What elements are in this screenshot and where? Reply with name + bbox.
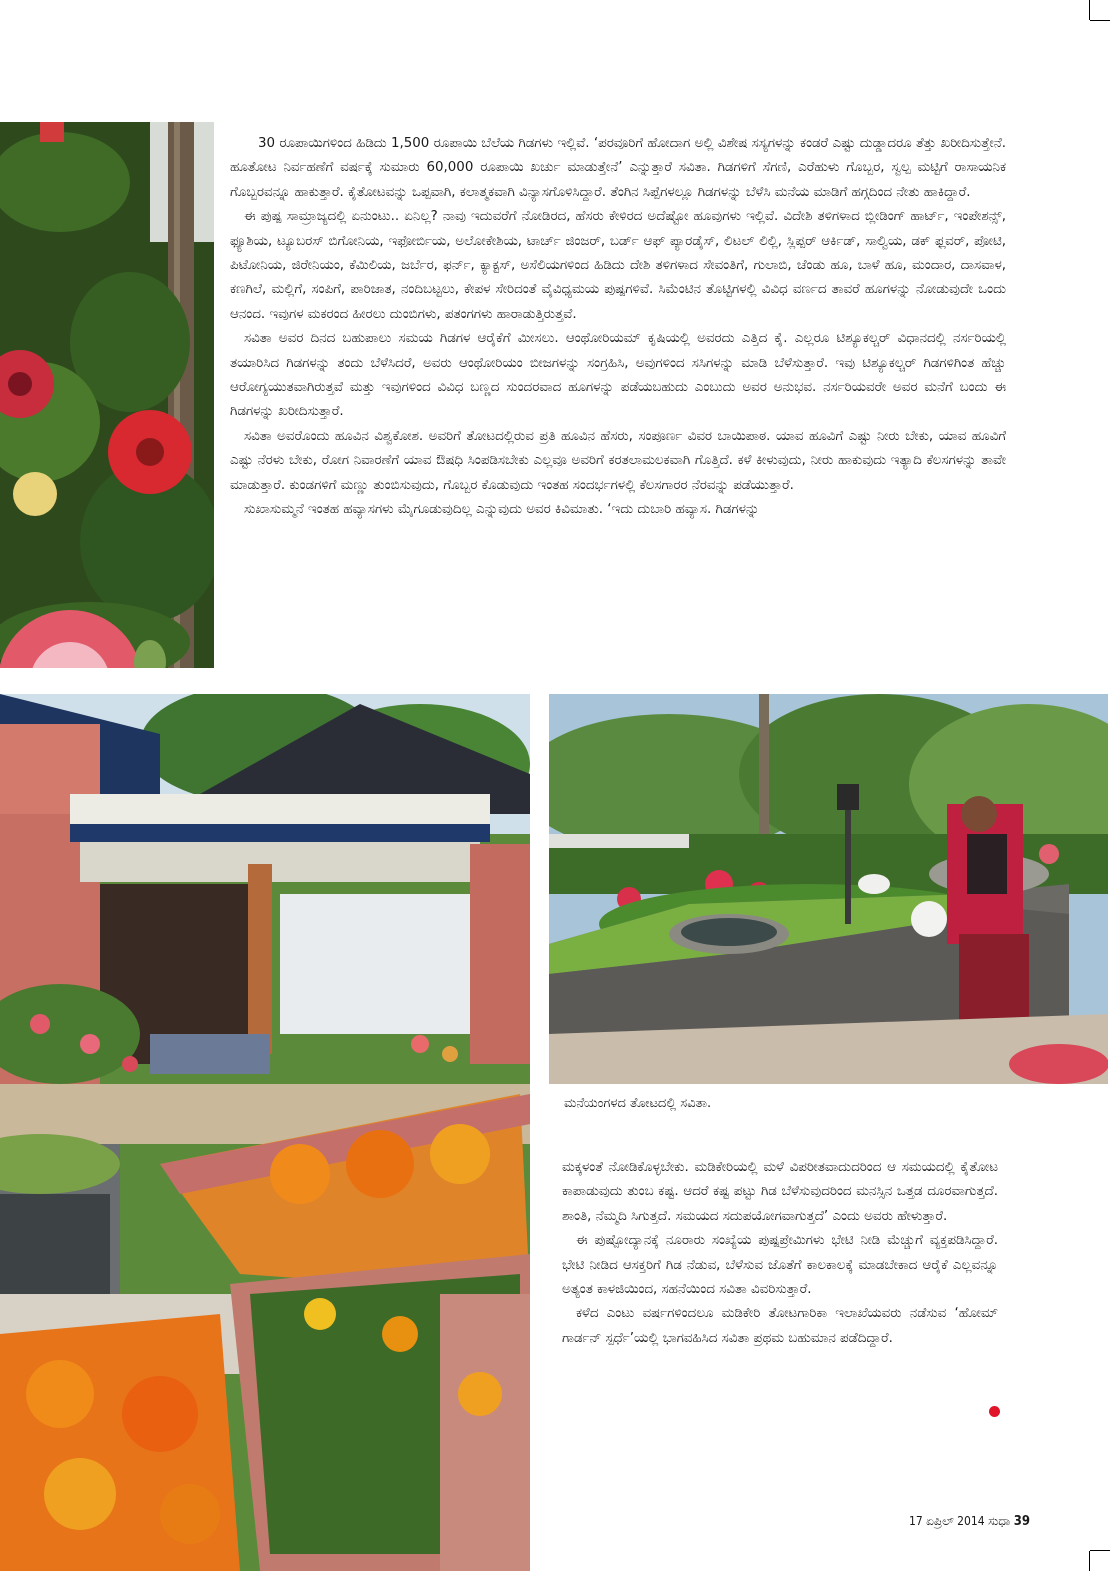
photo-caption: ಮನೆಯಂಗಳದ ತೋಟದಲ್ಲಿ ಸವಿತಾ. [564,1096,712,1111]
issue-date: 17 ಏಪ್ರಿಲ್ 2014 [908,1514,985,1528]
crop-mark [1089,1551,1090,1571]
article-paragraph: ಸುಖಾಸುಮ್ಮನೆ ಇಂತಹ ಹವ್ಯಾಸಗಳು ಮೈಗೂಡುವುದಿಲ್ಲ ಎನ್ನುವುದು ಅವರ ಕಿವಿಮಾತು. ‘ಇದು ದುಬಾರಿ ಹವ್ಯಾಸ. ಗಿಡಗಳನ್ನು [244,502,760,518]
article-paragraph: ಕಳೆದ ಎಂಟು ವರ್ಷಗಳಿಂದಲೂ ಮಡಿಕೇರಿ ತೋಟಗಾರಿಕಾ ಇಲಾಖೆಯವರು ನಡೆಸುವ ‘ಹೋಮ್ ಗಾರ್ಡನ್ ಸ್ಪರ್ಧೆ’ಯಲ್ಲಿ ಭಾಗವಹಿಸಿದ ಸವಿತಾ ಪ್ರಥಮ ಬಹುಮಾನ ಪಡೆದಿದ್ದಾರೆ. [562,1306,998,1346]
article-body-bottom [562,1156,998,1351]
article-paragraph: ಈ ಪುಷ್ಪೋದ್ಯಾನಕ್ಕೆ ನೂರಾರು ಸಂಖ್ಯೆಯ ಪುಷ್ಪಪ್ರೇಮಿಗಳು ಭೇಟಿ ನೀಡಿ ಮೆಚ್ಚುಗೆ ವ್ಯಕ್ತಪಡಿಸಿದ್ದಾರೆ. ಭೇಟಿ ನೀಡಿದ ಆಸಕ್ತರಿಗೆ ಗಿಡ ನೆಡುವ, ಬೆಳೆಸುವ ಜೊತೆಗೆ ಕಾಲಕಾಲಕ್ಕೆ ಮಾಡಬೇಕಾದ ಆರೈಕೆ ಎಲ್ಲವನ್ನೂ ಅತ್ಯಂತ ಕಾಳಜಿಯಿಂದ, ಸಹನೆಯಿಂದ ಸವಿತಾ ವಿವರಿಸುತ್ತಾರೆ. [562,1233,998,1298]
article-paragraph: ಸವಿತಾ ಅವರ ದಿನದ ಬಹುಪಾಲು ಸಮಯ ಗಿಡಗಳ ಆರೈಕೆಗೆ ಮೀಸಲು. ಆಂಥೋರಿಯಮ್ ಕೃಷಿಯಲ್ಲಿ ಅವರದು ಎತ್ತಿದ ಕೈ. ಎಲ್ಲರೂ ಟಿಶ್ಯೂಕಲ್ಚರ್ ವಿಧಾನದಲ್ಲಿ ನರ್ಸರಿಯಲ್ಲಿ ತಯಾರಿಸಿದ ಗಿಡಗಳನ್ನು ತಂದು ಬೆಳೆಸಿದರೆ, ಅವರು ಆಂಥೋರಿಯಂ ಬೀಜಗಳನ್ನು ಸಂಗ್ರಹಿಸಿ, ಅವುಗಳಿಂದ ಸಸಿಗಳನ್ನು ಮಾಡಿ ಬೆಳೆಸುತ್ತಾರೆ. ಇವು ಟಿಶ್ಯೂಕಲ್ಚರ್ ಗಿಡಗಳಿಗಿಂತ ಹೆಚ್ಚು ಆರೋಗ್ಯಯುತವಾಗಿರುತ್ತವೆ ಮತ್ತು ಇವುಗಳಿಂದ ವಿವಿಧ ಬಣ್ಣದ ಸುಂದರವಾದ ಹೂಗಳನ್ನು ಪಡೆಯಬಹುದು ಎಂಬುದು ಅವರ ಅನುಭವ. ನರ್ಸರಿಯವರೇ ಅವರ ಮನೆಗೆ ಬಂದು ಈ ಗಿಡಗಳನ್ನು ಖರೀದಿಸುತ್ತಾರೆ. [230,331,1006,420]
crop-mark [1090,1550,1110,1551]
page-number: 39 [1013,1514,1030,1529]
dahlia-photo [0,122,214,668]
crop-mark [1090,20,1110,21]
article-paragraph: ಈ ಪುಷ್ಪ ಸಾಮ್ರಾಜ್ಯದಲ್ಲಿ ಏನುಂಟು.. ಏನಿಲ್ಲ? ನಾವು ಇದುವರೆಗೆ ನೋಡಿರದ, ಹೆಸರು ಕೇಳಿರದ ಅದೆಷ್ಟೋ ಹೂವುಗಳು ಇಲ್ಲಿವೆ. ವಿದೇಶಿ ತಳಿಗಳಾದ ಬ್ಲೀಡಿಂಗ್ ಹಾರ್ಟ್, ಇಂಪೇಶನ್ಸ್, ಫ್ಯೂಶಿಯ, ಟ್ಯೂಬರಸ್ ಬಿಗೋನಿಯ, ಇಫೋರ್ಬಿಯ, ಅಲೋಕೇಶಿಯ, ಟಾರ್ಚ್ ಜಿಂಜರ್, ಬರ್ಡ್ ಆಫ್ ಪ್ಯಾರಡೈಸ್, ಲಿಟಲ್ ಲಿಲ್ಲಿ, ಸ್ಲಿಪ್ಪರ್ ಆರ್ಕಿಡ್, ಸಾಲ್ವಿಯ, ಡಕ್ ಫ್ಲವರ್, ಪೋಟಿ, ಪಿಟೋನಿಯ, ಜಿರೇನಿಯಂ, ಕೆಮಿಲಿಯ, ಜರ್ಬೆರ, ಫರ್ನ್, ಕ್ಯಾಕ್ಟಸ್, ಅಸೆಲಿಯಗಳಿಂದ ಹಿಡಿದು ದೇಶಿ ತಳಿಗಳಾದ ಸೇವಂತಿಗೆ, ಗುಲಾಬಿ, ಚೆಂಡು ಹೂ, ಬಾಳೆ ಹೂ, ಮಂದಾರ, ದಾಸವಾಳ, ಕಣಗಿಲೆ, ಮಲ್ಲಿಗೆ, ಸಂಪಿಗೆ, ಪಾರಿಜಾತ, ನಂದಿಬಟ್ಟಲು, ಕೇಪಳ ಸೇರಿದಂತೆ ವೈವಿಧ್ಯಮಯ ಪುಷ್ಪಗಳಿವೆ. ಸಿಮೆಂಟಿನ ತೊಟ್ಟಿಗಳಲ್ಲಿ ವಿವಿಧ ವರ್ಣದ ತಾವರೆ ಹೂಗಳನ್ನು ನೋಡುವುದೇ ಒಂದು ಆನಂದ. ಇವುಗಳ ಮಕರಂದ ಹೀರಲು ದುಂಬಿಗಳು, ಪತಂಗಗಳು ಹಾರಾಡುತ್ತಿರುತ್ತವೆ. [230,209,1006,322]
end-mark-dot [989,1406,1000,1417]
article-paragraph: ಸವಿತಾ ಅವರೊಂದು ಹೂವಿನ ವಿಶ್ವಕೋಶ. ಅವರಿಗೆ ತೋಟದಲ್ಲಿರುವ ಪ್ರತಿ ಹೂವಿನ ಹೆಸರು, ಸಂಪೂರ್ಣ ವಿವರ ಬಾಯಿಪಾಠ. ಯಾವ ಹೂವಿಗೆ ಎಷ್ಟು ನೀರು ಬೇಕು, ಯಾವ ಹೂವಿಗೆ ಎಷ್ಟು ನೆರಳು ಬೇಕು, ರೋಗ ನಿವಾರಣೆಗೆ ಯಾವ ಔಷಧಿ ಸಿಂಪಡಿಸಬೇಕು ಎಲ್ಲವೂ ಅವರಿಗೆ ಕರತಲಾಮಲಕವಾಗಿ ಗೊತ್ತಿದೆ. ಕಳೆ ಕೀಳುವುದು, ನೀರು ಹಾಕುವುದು ಇತ್ಯಾದಿ ಕೆಲಸಗಳನ್ನು ತಾವೇ ಮಾಡುತ್ತಾರೆ. ಕುಂಡಗಳಿಗೆ ಮಣ್ಣು ತುಂಬಿಸುವುದು, ಗೊಬ್ಬರ ಕೊಡುವುದು ಇಂತಹ ಸಂದರ್ಭಗಳಲ್ಲಿ ಕೆಲಸಗಾರರ ನೆರವನ್ನು ಪಡೆಯುತ್ತಾರೆ. [230,428,1006,493]
house-garden-photo [0,694,530,1571]
article-paragraph: ಮಕ್ಕಳಂತೆ ನೋಡಿಕೊಳ್ಳಬೇಕು. ಮಡಿಕೇರಿಯಲ್ಲಿ ಮಳೆ ವಿಪರೀತವಾದುದರಿಂದ ಆ ಸಮಯದಲ್ಲಿ ಕೈತೋಟ ಕಾಪಾಡುವುದು ತುಂಬ ಕಷ್ಟ. ಆದರೆ ಕಷ್ಟ ಪಟ್ಟು ಗಿಡ ಬೆಳೆಸುವುದರಿಂದ ಮನಸ್ಸಿನ ಒತ್ತಡ ದೂರವಾಗುತ್ತದೆ. ಶಾಂತಿ, ನೆಮ್ಮದಿ ಸಿಗುತ್ತದೆ. ಸಮಯದ ಸದುಪಯೋಗವಾಗುತ್ತದೆ’ ಎಂದು ಅವರು ಹೇಳುತ್ತಾರೆ. [562,1160,998,1224]
article-paragraph: 30 ರೂಪಾಯಿಗಳಿಂದ ಹಿಡಿದು 1,500 ರೂಪಾಯಿ ಬೆಲೆಯ ಗಿಡಗಳು ಇಲ್ಲಿವೆ. ‘ಪರವೂರಿಗೆ ಹೋದಾಗ ಅಲ್ಲಿ ವಿಶೇಷ ಸಸ್ಯಗಳನ್ನು ಕಂಡರೆ ಎಷ್ಟು ದುಡ್ಡಾದರೂ ತೆತ್ತು ಖರೀದಿಸುತ್ತೇನೆ. ಹೂತೋಟ ನಿರ್ವಹಣೆಗೆ ವರ್ಷಕ್ಕೆ ಸುಮಾರು 60,000 ರೂಪಾಯಿ ಖರ್ಚು ಮಾಡುತ್ತೇನೆ’ ಎನ್ನುತ್ತಾರೆ ಸವಿತಾ. ಗಿಡಗಳಿಗೆ ಸೆಗಣಿ, ಎರೆಹುಳು ಗೊಬ್ಬರ, ಸ್ವಲ್ಪ ಮಟ್ಟಿಗೆ ರಾಸಾಯನಿಕ ಗೊಬ್ಬರವನ್ನೂ ಹಾಕುತ್ತಾರೆ. ಕೈತೋಟವನ್ನು ಒಪ್ಪವಾಗಿ, ಕಲಾತ್ಮಕವಾಗಿ ವಿನ್ಯಾಸಗೊಳಿಸಿದ್ದಾರೆ. ತೆಂಗಿನ ಸಿಪ್ಪೆಗಳಲ್ಲೂ ಗಿಡಗಳನ್ನು ಬೆಳೆಸಿ ಮನೆಯ ಮಾಡಿಗೆ ಹಗ್ಗದಿಂದ ನೇತು ಹಾಕಿದ್ದಾರೆ. [230,136,1006,200]
magazine-name: ಸುಧಾ [988,1514,1011,1528]
savitha-photo [549,694,1108,1084]
crop-mark [1089,0,1090,20]
article-body-top [230,132,1006,680]
page-footer [909,1514,1030,1529]
